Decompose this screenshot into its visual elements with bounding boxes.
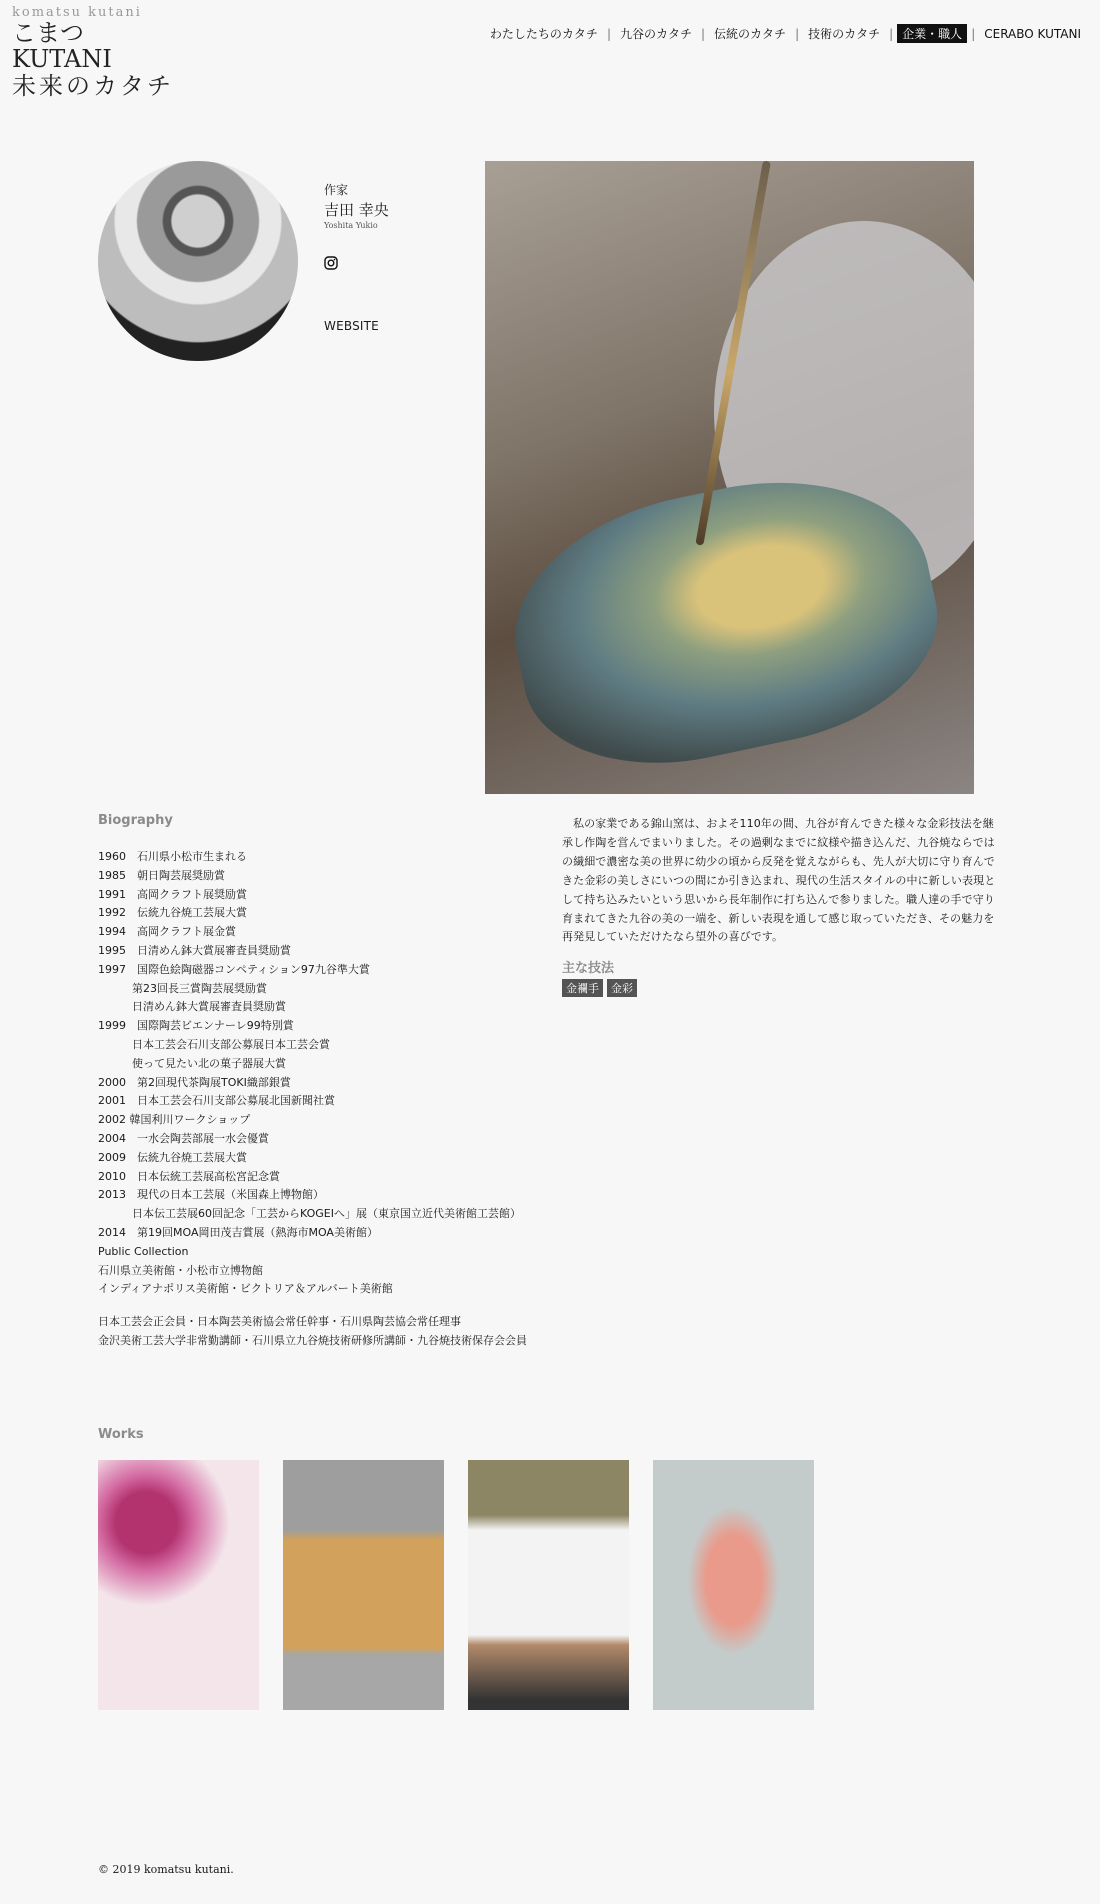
works-heading: Works — [98, 1427, 144, 1442]
techniques-heading: 主な技法 — [562, 961, 615, 976]
bio-line: 2004 一水会陶芸部展一水会優賞 — [98, 1131, 269, 1145]
nav-divider: | — [795, 26, 800, 41]
work-thumbnail[interactable] — [468, 1460, 629, 1710]
work-thumbnail[interactable] — [283, 1460, 444, 1710]
affiliation-line: 金沢美術工芸大学非常勤講師・石川県立九谷焼技術研修所講師・九谷焼技術保存会会員 — [98, 1333, 527, 1347]
technique-tag[interactable]: 金彩 — [607, 979, 637, 997]
nav-item-cerabo[interactable]: CERABO KUTANI — [984, 26, 1081, 41]
nav-item-watashitachi[interactable]: わたしたちのカタチ — [489, 27, 598, 41]
bio-line: 日本工芸会石川支部公募展日本工芸会賞 — [132, 1037, 330, 1051]
artist-role: 作家 — [324, 183, 349, 197]
nav-divider: | — [606, 26, 611, 41]
bio-line: 日清めん鉢大賞展審査員奨励賞 — [132, 1000, 286, 1014]
bio-line: 石川県立美術館・小松市立博物館 — [98, 1263, 263, 1277]
nav-item-kutani[interactable]: 九谷のカタチ — [619, 27, 692, 41]
bio-line: 1991 高岡クラフト展奨励賞 — [98, 887, 247, 901]
work-thumbnail[interactable] — [98, 1460, 259, 1710]
bio-line: 1994 高岡クラフト展金賞 — [98, 925, 236, 939]
artist-romaji: Yoshita Yukio — [324, 221, 378, 230]
website-link[interactable]: WEBSITE — [324, 319, 379, 333]
bio-line: 日本伝工芸展60回記念「工芸からKOGEIへ」展（東京国立近代美術館工芸館） — [132, 1207, 521, 1221]
bio-line: 1992 伝統九谷焼工芸展大賞 — [98, 906, 247, 920]
bio-line: 2000 第2回現代茶陶展TOKI織部銀賞 — [98, 1075, 291, 1089]
artist-portrait — [98, 161, 298, 361]
main-nav — [485, 24, 1086, 43]
bio-line: インディアナポリス美術館・ビクトリア＆アルバート美術館 — [98, 1282, 393, 1296]
bio-line: 2010 日本伝統工芸展高松宮記念賞 — [98, 1169, 280, 1183]
affiliation-line: 日本工芸会正会員・日本陶芸美術協会常任幹事・石川県陶芸協会常任理事 — [98, 1315, 461, 1328]
nav-item-gijutsu[interactable]: 技術のカタチ — [808, 27, 881, 41]
logo-romaji: komatsu kutani — [12, 5, 142, 20]
logo-subtitle: 未来のカタチ — [12, 72, 174, 100]
nav-divider: | — [971, 26, 976, 41]
nav-divider: | — [701, 26, 706, 41]
hero-photo — [485, 161, 974, 794]
biography-list — [98, 848, 548, 1299]
bio-line: 1999 国際陶芸ビエンナーレ99特別賞 — [98, 1019, 294, 1033]
affiliations — [98, 1313, 548, 1351]
bio-line: Public Collection — [98, 1244, 189, 1258]
technique-tag[interactable]: 金襴手 — [562, 979, 603, 997]
bio-line: 1995 日清めん鉢大賞展審査員奨励賞 — [98, 943, 291, 957]
site-logo[interactable] — [12, 6, 182, 100]
bio-line: 2002 韓国利川ワークショップ — [98, 1113, 251, 1127]
work-thumbnail[interactable] — [653, 1460, 814, 1710]
artist-name: 吉田 幸央 — [324, 201, 389, 219]
nav-item-kigyou-shokunin[interactable]: 企業・職人 — [897, 24, 967, 43]
footer-copyright: © 2019 komatsu kutani. — [98, 1863, 234, 1876]
technique-tags — [562, 979, 637, 997]
bio-line: 2013 現代の日本工芸展（米国森上博物館） — [98, 1188, 324, 1202]
bio-line: 1997 国際色絵陶磁器コンペティション97九谷準大賞 — [98, 962, 370, 976]
nav-divider: | — [889, 26, 894, 41]
bio-line: 使って見たい北の菓子器展大賞 — [132, 1056, 286, 1070]
bio-line: 2001 日本工芸会石川支部公募展北国新聞社賞 — [98, 1094, 335, 1108]
logo-title: こまつKUTANI — [12, 19, 112, 73]
artist-statement: 私の家業である錦山窯は、およそ110年の間、九谷が育んできた様々な金彩技法を継承し作陶を営んでまいりました。その過剰なまでに紋様や描き込んだ、九谷焼ならではの繊細で濃密な美の世界に幼少の頃から反発を覚えながらも、先人が大切に守り育んできた金彩の美しさにいつの間にか引き込まれ、現代の生活スタイルの中に新しい表現として持ち込みたいという思いから長年制作に打ち込んで参りました。職人達の手で守り育まれてきた九谷の美の一端を、新しい表現を通して感じ取っていただき、その魅力を再発見していただけたなら望外の喜びです。 — [562, 817, 996, 944]
biography-heading: Biography — [98, 813, 173, 828]
instagram-icon[interactable] — [324, 256, 338, 270]
works-gallery — [98, 1460, 814, 1710]
bio-line: 1985 朝日陶芸展奨励賞 — [98, 868, 225, 882]
nav-item-dentou[interactable]: 伝統のカタチ — [714, 27, 787, 41]
bio-line: 1960 石川県小松市生まれる — [98, 850, 247, 863]
bio-line: 2014 第19回MOA岡田茂吉賞展（熱海市MOA美術館） — [98, 1225, 378, 1239]
bio-line: 第23回長三賞陶芸展奨励賞 — [132, 981, 267, 995]
bio-line: 2009 伝統九谷焼工芸展大賞 — [98, 1150, 247, 1164]
artist-info — [324, 181, 389, 230]
